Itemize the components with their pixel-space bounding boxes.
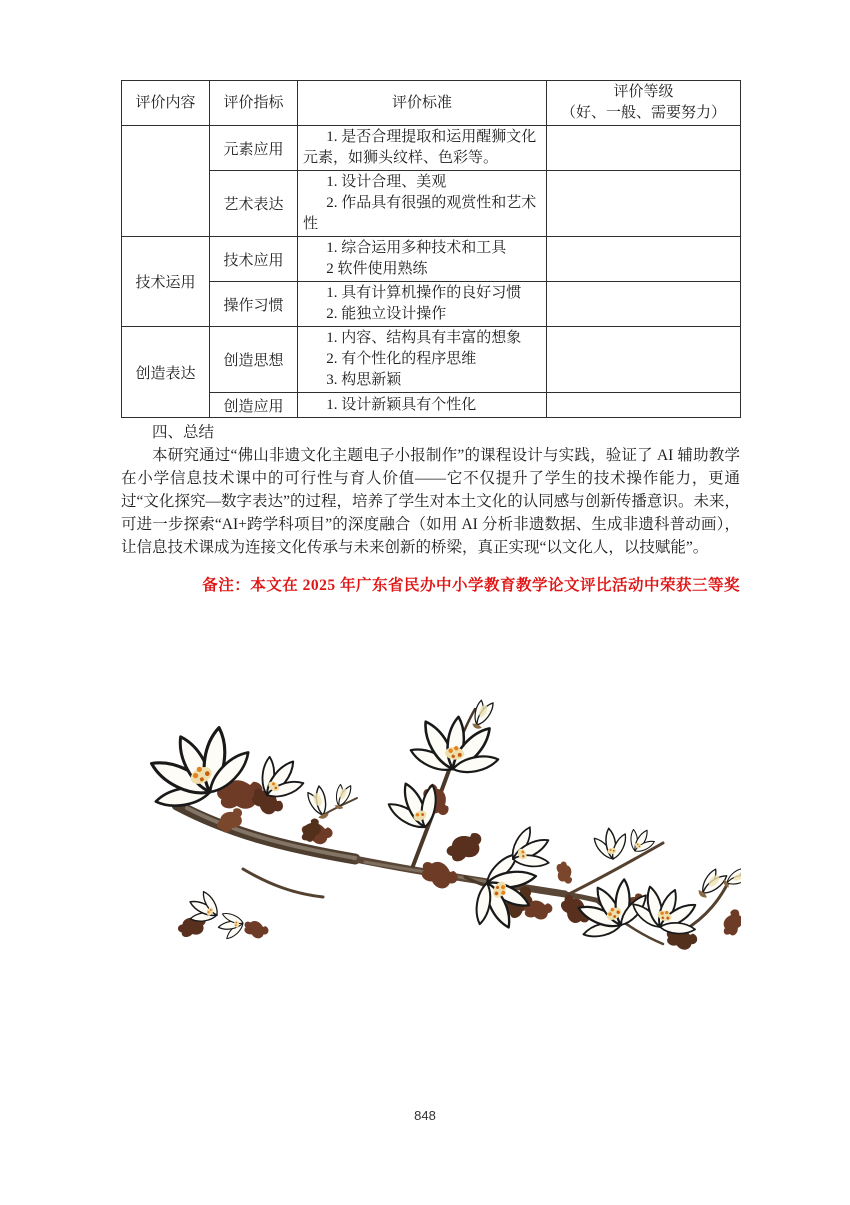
table-row — [122, 126, 741, 171]
col-header-level-line1: 评价等级 — [613, 84, 674, 100]
table-header-row — [122, 81, 741, 126]
indicator-cell: 创造应用 — [210, 393, 298, 418]
indicator-cell: 创造思想 — [210, 327, 298, 393]
magnolia-branch-svg — [115, 687, 741, 959]
col-header-content: 评价内容 — [122, 81, 210, 126]
page-number: 848 — [414, 1108, 436, 1123]
table-row — [122, 327, 741, 393]
summary-paragraph: 本研究通过“佛山非遗文化主题电子小报制作”的课程设计与实践，验证了 AI 辅助教学在小学信息技术课中的可行性与育人价值——它不仅提升了学生的技术操作能力，更通过“文化探究—数字表达”的过程，培养了学生对本土文化的认同感与创新传播意识。未来，可进一步探索“AI+跨学科项目”的深度融合（如用 AI 分析非遗数据、生成非遗科普动画），让信息技术课成为连接文化传承与未来创新的桥梁，真正实现“以文化人，以技赋能”。 — [121, 447, 740, 556]
table-row — [122, 282, 741, 327]
level-cell — [547, 327, 741, 393]
page-content — [121, 80, 740, 959]
group-cell-technology: 技术运用 — [122, 237, 210, 327]
standard-cell: 1. 设计新颖具有个性化 — [298, 393, 547, 418]
col-header-indicator: 评价指标 — [210, 81, 298, 126]
level-cell — [547, 171, 741, 237]
indicator-cell: 艺术表达 — [210, 171, 298, 237]
standard-cell: 1. 设计合理、美观 2. 作品具有很强的观赏性和艺术性 — [298, 171, 547, 237]
col-header-standard: 评价标准 — [298, 81, 547, 126]
level-cell — [547, 237, 741, 282]
level-cell — [547, 282, 741, 327]
table-row — [122, 237, 741, 282]
indicator-cell: 元素应用 — [210, 126, 298, 171]
standard-cell: 1. 是否合理提取和运用醒狮文化元素，如狮头纹样、色彩等。 — [298, 126, 547, 171]
magnolia-ink-illustration — [115, 687, 741, 959]
standard-cell: 1. 内容、结构具有丰富的想象 2. 有个性化的程序思维 3. 构思新颖 — [298, 327, 547, 393]
section-heading: 四、总结 — [152, 424, 215, 441]
level-cell — [547, 393, 741, 418]
group-cell-creativity: 创造表达 — [122, 327, 210, 418]
table-row — [122, 171, 741, 237]
evaluation-rubric-table — [121, 80, 741, 418]
table-row — [122, 393, 741, 418]
standard-cell: 1. 具有计算机操作的良好习惯 2. 能独立设计操作 — [298, 282, 547, 327]
col-header-level — [547, 81, 741, 126]
col-header-level-line2: （好、一般、需要努力） — [560, 105, 726, 121]
indicator-cell: 操作习惯 — [210, 282, 298, 327]
indicator-cell: 技术应用 — [210, 237, 298, 282]
level-cell — [547, 126, 741, 171]
group-cell-blank — [122, 126, 210, 237]
standard-cell: 1. 综合运用多种技术和工具 2 软件使用熟练 — [298, 237, 547, 282]
award-remark: 备注：本文在 2025 年广东省民办中小学教育教学论文评比活动中荣获三等奖 — [202, 577, 740, 594]
